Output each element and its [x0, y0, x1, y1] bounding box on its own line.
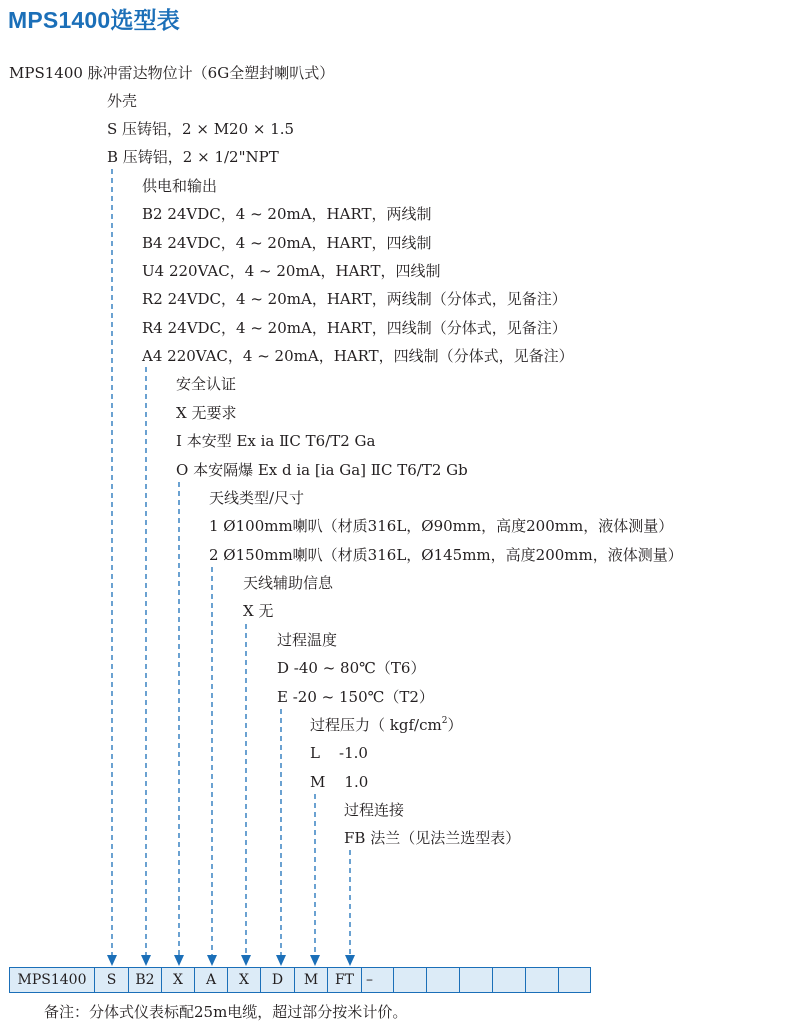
connection-heading: 过程连接 — [344, 801, 405, 819]
code-cell-temperature: D — [260, 967, 295, 993]
arrow-antenna — [207, 955, 217, 966]
power-option-r4: R4 24VDC，4 ~ 20mA，HART，四线制（分体式，见备注） — [142, 319, 567, 337]
code-cell-antenna: A — [194, 967, 228, 993]
connection-option-fb: FB 法兰（见法兰选型表） — [344, 829, 521, 847]
temperature-option-d: D -40 ~ 80℃（T6） — [277, 659, 426, 677]
arrow-certification — [174, 955, 184, 966]
code-cell-blank — [459, 967, 493, 993]
code-cell-blank — [525, 967, 559, 993]
code-cell-power: B2 — [128, 967, 162, 993]
code-cell-blank — [393, 967, 427, 993]
housing-heading: 外壳 — [107, 92, 138, 110]
code-cell-dash: – — [361, 967, 394, 993]
code-cell-antenna-aux: X — [227, 967, 261, 993]
housing-option-s: S 压铸铝，2 × M20 × 1.5 — [107, 120, 295, 138]
certification-heading: 安全认证 — [176, 375, 237, 393]
antenna-option-2: 2 Ø150mm喇叭（材质316L，Ø145mm，高度200mm，液体测量） — [209, 546, 683, 564]
housing-option-b: B 压铸铝，2 × 1/2"NPT — [107, 148, 279, 166]
code-cell-blank — [426, 967, 460, 993]
pressure-heading-sup: 2 — [441, 716, 448, 726]
power-option-r2: R2 24VDC，4 ~ 20mA，HART，两线制（分体式，见备注） — [142, 290, 567, 308]
arrow-temperature — [276, 955, 286, 966]
temperature-option-e: E -20 ~ 150℃（T2） — [277, 688, 434, 706]
certification-option-i: I 本安型 Ex ia ⅡC T6/T2 Ga — [176, 432, 376, 450]
code-cell-certification: X — [161, 967, 195, 993]
arrow-antenna-aux — [241, 955, 251, 966]
code-cell-connection: FT — [327, 967, 362, 993]
power-option-b4: B4 24VDC，4 ~ 20mA，HART，四线制 — [142, 234, 432, 252]
arrow-pressure — [310, 955, 320, 966]
antenna-aux-option-x: X 无 — [243, 602, 274, 620]
antenna-aux-heading: 天线辅助信息 — [243, 574, 334, 592]
product-line: MPS1400 脉冲雷达物位计（6G全塑封喇叭式） — [9, 64, 335, 82]
arrow-housing — [107, 955, 117, 966]
page-title: MPS1400选型表 — [8, 7, 181, 33]
code-cell-blank — [558, 967, 591, 993]
certification-option-o: O 本安隔爆 Ex d ia [ia Ga] ⅡC T6/T2 Gb — [176, 461, 468, 479]
code-cell-model: MPS1400 — [9, 967, 95, 993]
pressure-heading-suffix: ） — [447, 716, 463, 734]
certification-option-x: X 无要求 — [176, 404, 237, 422]
pressure-heading-text: 过程压力（ kgf/cm — [310, 716, 442, 734]
pressure-option-l: L -1.0 — [310, 744, 368, 762]
order-code-row — [9, 967, 591, 993]
power-option-b2: B2 24VDC，4 ~ 20mA，HART，两线制 — [142, 205, 432, 223]
arrow-power — [141, 955, 151, 966]
pressure-option-m: M 1.0 — [310, 773, 369, 791]
antenna-option-1: 1 Ø100mm喇叭（材质316L，Ø90mm，高度200mm，液体测量） — [209, 517, 674, 535]
arrow-connection — [345, 955, 355, 966]
code-cell-pressure: M — [294, 967, 328, 993]
power-option-a4: A4 220VAC，4 ~ 20mA，HART，四线制（分体式，见备注） — [142, 347, 574, 365]
footnote: 备注：分体式仪表标配25m电缆，超过部分按米计价。 — [44, 1003, 408, 1021]
antenna-heading: 天线类型/尺寸 — [209, 489, 305, 507]
code-cell-blank — [492, 967, 526, 993]
power-option-u4: U4 220VAC，4 ~ 20mA，HART，四线制 — [142, 262, 441, 280]
temperature-heading: 过程温度 — [277, 631, 338, 649]
code-cell-housing: S — [94, 967, 129, 993]
power-heading: 供电和输出 — [142, 177, 218, 195]
